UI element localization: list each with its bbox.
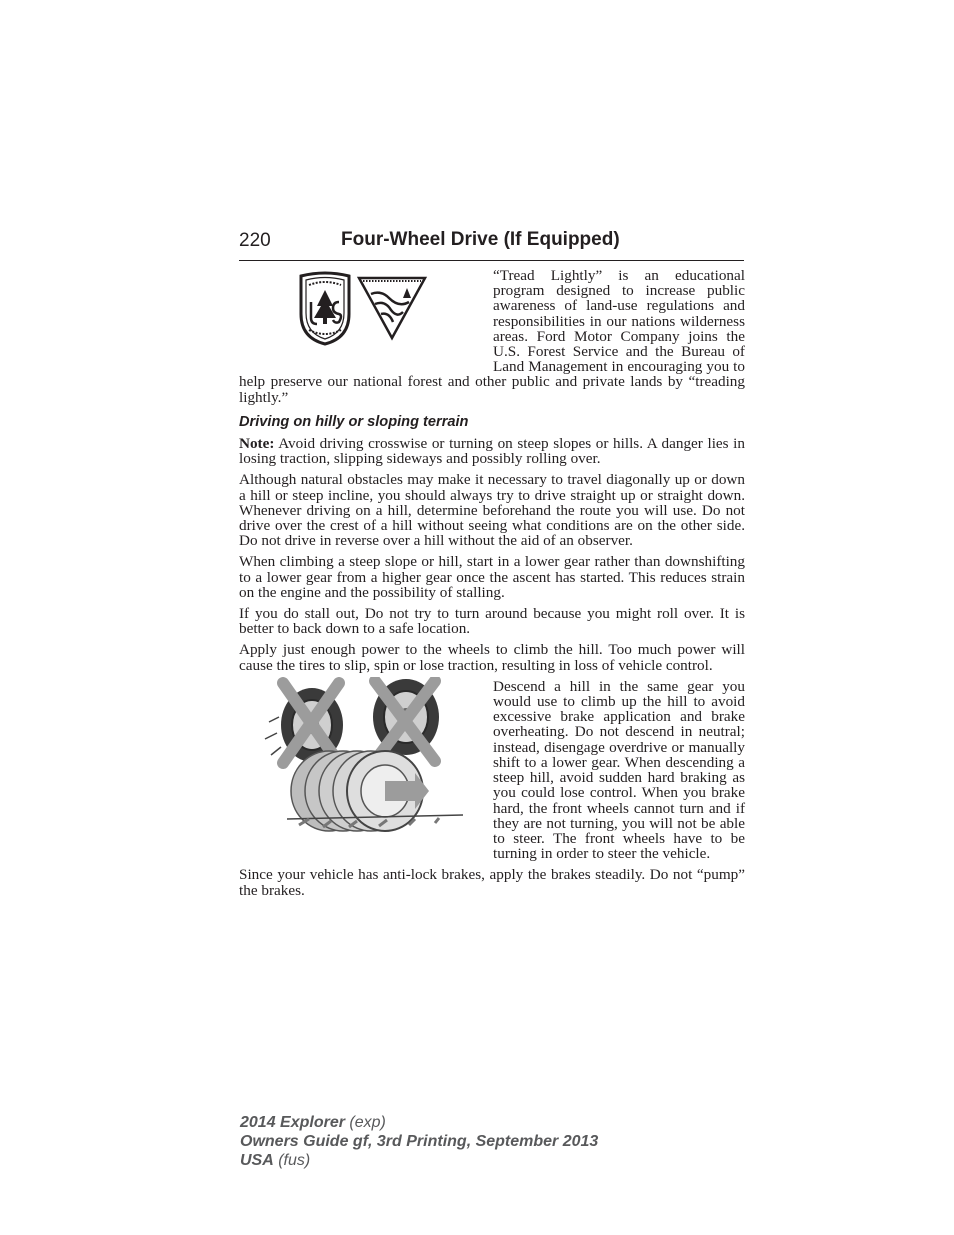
page-number: 220 (239, 230, 271, 251)
brakes-paragraph: Since your vehicle has anti-lock brakes, apply the brakes steadily. Do not “pump” the brakes. (239, 866, 745, 899)
footer-model: 2014 Explorer (240, 1114, 345, 1131)
page-body (239, 268, 745, 904)
footer-model-code: (exp) (344, 1114, 386, 1131)
page-footer (240, 1113, 598, 1170)
footer-region: USA (240, 1152, 274, 1169)
note-label: Note: (239, 435, 275, 453)
descend-paragraph: Descend a hill in the same gear you would use to climb up the hill to avoid excessive brake application and brake overheating. Do not descend in neutral; instead, disengage overdrive or manually shift to a lower gear. When descending a steep hill, avoid sudden hard braking as you could lose control. When you brake hard, the front wheels cannot turn and if they are not turning, you will not be able to steer. The front wheels have to be turning in order to steer the vehicle. (493, 677, 745, 863)
body-paragraph: When climbing a steep slope or hill, start in a lower gear rather than downshifting to a lower gear from a higher gear once the ascent has started. This reduces strain on the engine and the possibility of stalling. (239, 553, 745, 601)
footer-region-code: (fus) (273, 1152, 311, 1169)
note-text: Avoid driving crosswise or turning on steep slopes or hills. A danger lies in losing traction, slipping sideways and possibly rolling over. (239, 435, 745, 468)
footer-model-line (240, 1113, 598, 1132)
footer-region-line (240, 1151, 598, 1170)
intro-paragraph: “Tread Lightly” is an educational program designed to increase public awareness of land-use regulations and responsibilities in our nations wilderness areas. Ford Motor Company joins the U.S. Forest Service and the Bureau of Land Management in encouraging you to help preserve our national forest and other public and private lands by “treading lightly.” (239, 267, 745, 406)
chapter-title: Four-Wheel Drive (If Equipped) (341, 229, 620, 250)
page-header (239, 228, 744, 261)
tread-lightly-logos-illustration (239, 268, 493, 370)
section-heading: Driving on hilly or sloping terrain (239, 413, 469, 430)
body-paragraph: If you do stall out, Do not try to turn around because you might roll over. It is better to back down to a safe location. (239, 605, 745, 638)
bureau-of-land-management-icon (359, 278, 425, 338)
body-paragraph: Although natural obstacles may make it necessary to travel diagonally up or down a hill or steep incline, you should always try to drive straight up or straight down. Whenever driving on a hill, determine beforehand the route you will use. Do not drive over the crest of a hill without seeing what conditions are on the other side. Do not drive in reverse over a hill without the aid of an observer. (239, 471, 745, 550)
wheel-slip-illustration (239, 677, 493, 851)
body-paragraph: Apply just enough power to the wheels to climb the hill. Too much power will cause the tires to slip, spin or lose traction, resulting in loss of vehicle control. (239, 641, 745, 674)
forest-service-shield-icon (301, 273, 349, 344)
note-paragraph (239, 436, 745, 466)
footer-guide-line: Owners Guide gf, 3rd Printing, September 2013 (240, 1133, 599, 1150)
